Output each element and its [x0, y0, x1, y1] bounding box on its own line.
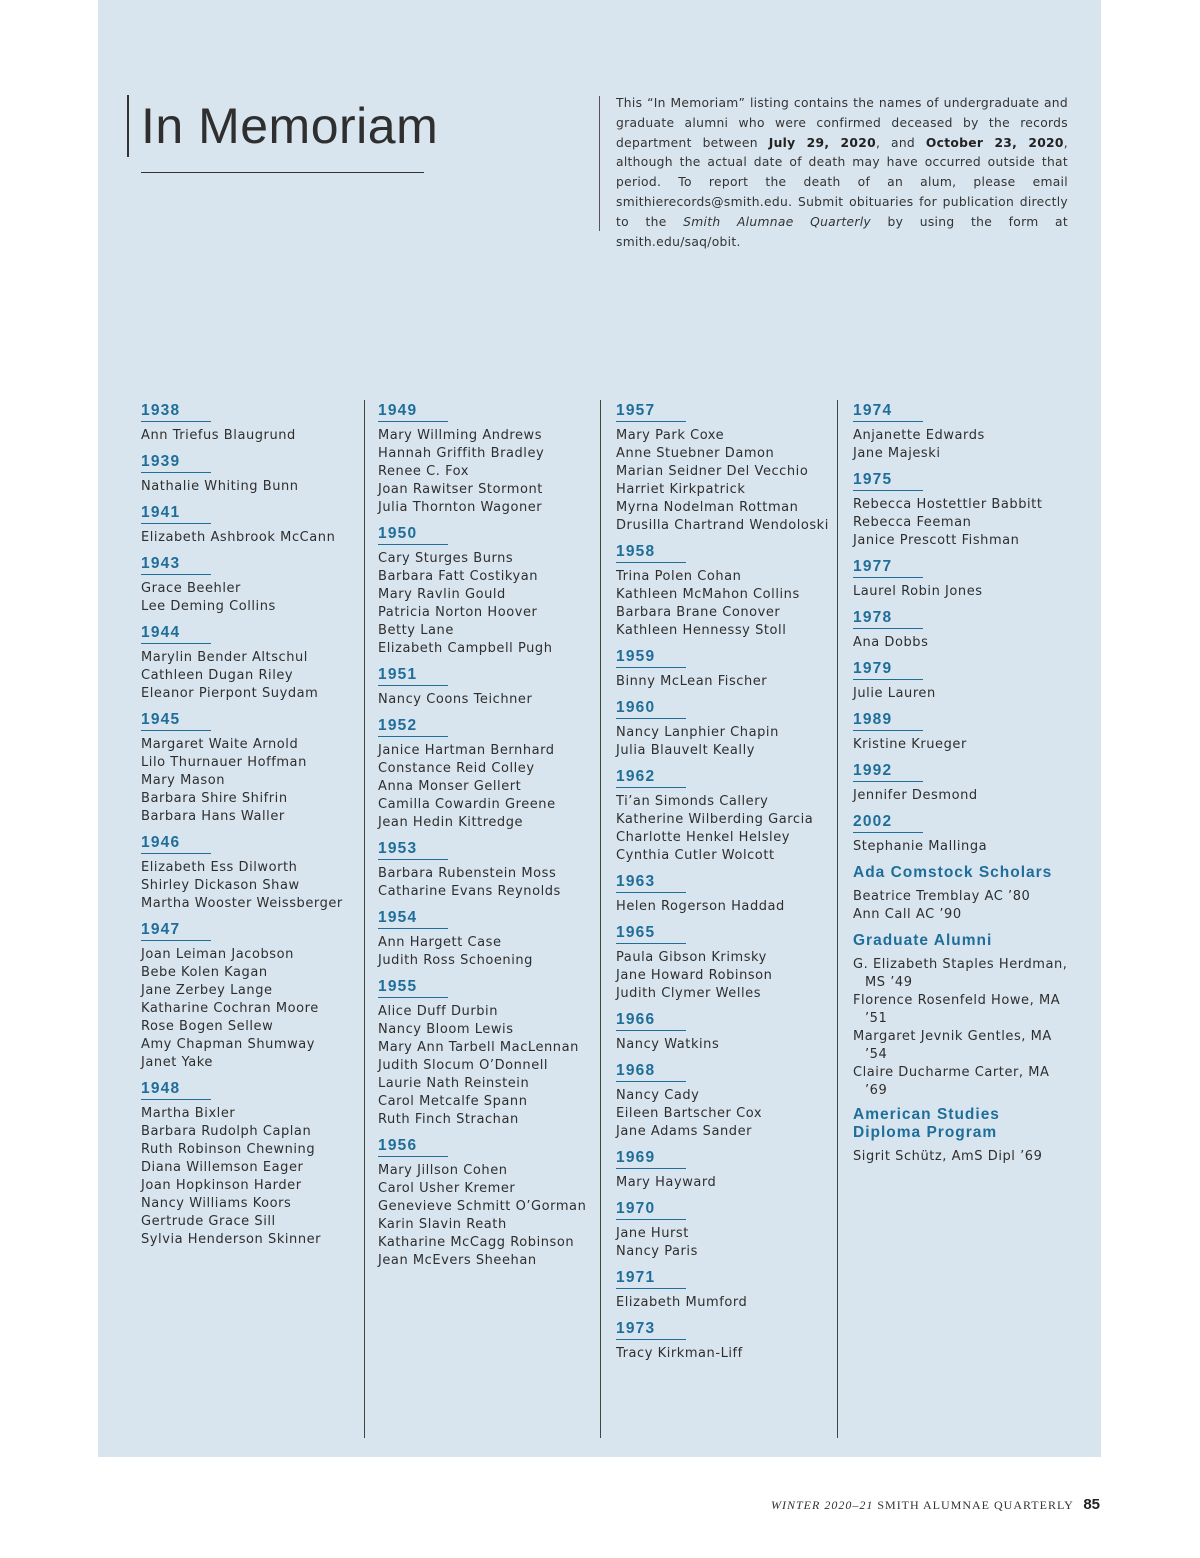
- class-section: [141, 919, 366, 1072]
- class-section: [616, 1147, 841, 1192]
- alum-name: Carol Usher Kremer: [378, 1181, 516, 1196]
- alum-name: Nancy Bloom Lewis: [378, 1022, 514, 1037]
- name-list: [616, 949, 841, 1003]
- alum-name: Patricia Norton Hoover: [378, 605, 538, 620]
- class-section: [141, 832, 366, 913]
- alum-name: Alice Duff Durbin: [378, 1004, 498, 1019]
- alum-name: Anne Stuebner Damon: [616, 446, 775, 461]
- class-year-heading: 1947: [141, 921, 211, 941]
- alum-name: Jane Adams Sander: [616, 1124, 753, 1139]
- class-year-heading: 1946: [141, 834, 211, 854]
- name-list: [853, 496, 1073, 550]
- alum-name: Shirley Dickason Shaw: [141, 878, 300, 893]
- class-section: [853, 930, 1073, 1100]
- class-year-heading: 1938: [141, 402, 211, 422]
- class-section: [853, 760, 1073, 805]
- alum-name: Nancy Paris: [616, 1244, 698, 1259]
- alum-name: Margaret Jevnik Gentles, MA ’54: [853, 1029, 1052, 1062]
- alum-name: Janice Hartman Bernhard: [378, 743, 555, 758]
- alum-name: Nancy Lanphier Chapin: [616, 725, 779, 740]
- alum-name: Julia Blauvelt Keally: [616, 743, 755, 758]
- class-year-heading: 1978: [853, 609, 923, 629]
- name-list: [378, 550, 603, 658]
- name-list: [616, 724, 841, 760]
- class-year-heading: 1959: [616, 648, 686, 668]
- alum-name: Marian Seidner Del Vecchio: [616, 464, 809, 479]
- alum-name: Jane Hurst: [616, 1226, 689, 1241]
- class-year-heading: 1968: [616, 1062, 686, 1082]
- class-year-heading: 1955: [378, 978, 448, 998]
- intro-text-4: by using the form at smith.edu/saq/obit.: [616, 214, 1068, 249]
- alum-name: Janet Yake: [141, 1055, 213, 1070]
- class-year-heading: 1948: [141, 1080, 211, 1100]
- alum-name: Laurie Nath Reinstein: [378, 1076, 530, 1091]
- alum-name: Nancy Coons Teichner: [378, 692, 533, 707]
- name-list: [141, 529, 366, 547]
- column-1: [141, 400, 366, 1255]
- alum-name: Rebecca Hostettler Babbitt: [853, 497, 1043, 512]
- alum-name: Joan Rawitser Stormont: [378, 482, 543, 497]
- name-list: [616, 568, 841, 640]
- alum-name: Jane Zerbey Lange: [141, 983, 273, 998]
- name-list: [616, 1087, 841, 1141]
- class-section: [616, 1009, 841, 1054]
- alum-name: Florence Rosenfeld Howe, MA ’51: [853, 993, 1061, 1026]
- alum-name: Tracy Kirkman-Liff: [616, 1346, 743, 1361]
- title-accent-bar: [127, 95, 129, 157]
- alum-name: Joan Hopkinson Harder: [141, 1178, 302, 1193]
- alum-name: Julia Thornton Wagoner: [378, 500, 543, 515]
- name-list: [141, 649, 366, 703]
- class-year-heading: 1943: [141, 555, 211, 575]
- name-list: [378, 934, 603, 970]
- name-list: [141, 946, 366, 1072]
- alum-name: Nancy Watkins: [616, 1037, 720, 1052]
- class-section: [616, 1060, 841, 1141]
- intro-publication: Smith Alumnae Quarterly: [683, 214, 871, 229]
- alum-name: Katharine Cochran Moore: [141, 1001, 319, 1016]
- column-rule-3: [837, 400, 838, 1438]
- class-section: [616, 400, 841, 535]
- name-list: [616, 898, 841, 916]
- class-section: [378, 400, 603, 517]
- name-list: [853, 787, 1073, 805]
- class-section: [616, 697, 841, 760]
- class-year-heading: 1941: [141, 504, 211, 524]
- class-year-heading: 1953: [378, 840, 448, 860]
- class-year-heading: 1950: [378, 525, 448, 545]
- class-section: [141, 553, 366, 616]
- intro-date-start: July 29, 2020: [768, 135, 876, 150]
- alum-name: Kathleen McMahon Collins: [616, 587, 800, 602]
- alum-name: Ann Call AC ’90: [853, 907, 962, 922]
- class-section: [616, 1318, 841, 1363]
- name-list: [378, 1003, 603, 1129]
- column-2: [378, 400, 603, 1276]
- alum-name: Carol Metcalfe Spann: [378, 1094, 528, 1109]
- class-year-heading: 1971: [616, 1269, 686, 1289]
- class-section: [141, 400, 366, 445]
- alum-name: Ruth Finch Strachan: [378, 1112, 519, 1127]
- alum-name: Amy Chapman Shumway: [141, 1037, 316, 1052]
- class-section: [141, 502, 366, 547]
- intro-paragraph: [616, 94, 1068, 252]
- alum-name: Julie Lauren: [853, 686, 936, 701]
- class-section: [853, 469, 1073, 550]
- alum-name: Elizabeth Mumford: [616, 1295, 748, 1310]
- name-list: [378, 865, 603, 901]
- page-number: 85: [1083, 1496, 1100, 1513]
- alum-name: Rose Bogen Sellew: [141, 1019, 274, 1034]
- name-list: [853, 838, 1073, 856]
- class-section: [378, 664, 603, 709]
- alum-name: Lilo Thurnauer Hoffman: [141, 755, 307, 770]
- class-section: [853, 556, 1073, 601]
- alum-name: Joan Leiman Jacobson: [141, 947, 294, 962]
- alum-name: Karin Slavin Reath: [378, 1217, 507, 1232]
- alum-name: Katharine McCagg Robinson: [378, 1235, 575, 1250]
- class-year-heading: 1952: [378, 717, 448, 737]
- name-list: [853, 634, 1073, 652]
- class-year-heading: 1979: [853, 660, 923, 680]
- class-year-heading: 1965: [616, 924, 686, 944]
- alum-name: Judith Slocum O’Donnell: [378, 1058, 549, 1073]
- intro-date-end: October 23, 2020: [925, 135, 1064, 150]
- alum-name: Cathleen Dugan Riley: [141, 668, 294, 683]
- class-year-heading: 1974: [853, 402, 923, 422]
- alum-name: Stephanie Mallinga: [853, 839, 988, 854]
- class-year-heading: 1954: [378, 909, 448, 929]
- alum-name: Mary Jillson Cohen: [378, 1163, 508, 1178]
- alum-name: Genevieve Schmitt O’Gorman: [378, 1199, 587, 1214]
- alum-name: Nancy Williams Koors: [141, 1196, 292, 1211]
- alum-name: Sigrit Schütz, AmS Dipl ’69: [853, 1149, 1043, 1164]
- name-list: [378, 427, 603, 517]
- alum-name: Martha Bixler: [141, 1106, 236, 1121]
- class-section: [141, 1078, 366, 1249]
- name-list: [853, 736, 1073, 754]
- column-rule-2: [600, 400, 601, 1438]
- class-section: [141, 622, 366, 703]
- class-year-heading: 1989: [853, 711, 923, 731]
- name-list: [141, 478, 366, 496]
- group-heading: Graduate Alumni: [853, 932, 993, 949]
- intro-text-3: , although the actual date of death may have occurred outside that period. To report the death of an alum, please email smithierecords@smith.edu. Submit obituaries for publication directly to the: [616, 135, 1068, 229]
- class-section: [616, 766, 841, 865]
- alum-name: Paula Gibson Krimsky: [616, 950, 767, 965]
- name-list: [141, 427, 366, 445]
- class-year-heading: 1962: [616, 768, 686, 788]
- alum-name: Elizabeth Ashbrook McCann: [141, 530, 336, 545]
- name-list: [616, 1225, 841, 1261]
- class-section: [141, 709, 366, 826]
- class-section: [616, 646, 841, 691]
- class-section: [616, 1198, 841, 1261]
- alum-name: Claire Ducharme Carter, MA ’69: [853, 1065, 1050, 1098]
- class-year-heading: 1970: [616, 1200, 686, 1220]
- class-section: [853, 811, 1073, 856]
- alum-name: Mary Hayward: [616, 1175, 717, 1190]
- page-footer: [771, 1496, 1100, 1513]
- alum-name: Mary Ann Tarbell MacLennan: [378, 1040, 579, 1055]
- column-rule-1: [364, 400, 365, 1438]
- alum-name: Marylin Bender Altschul: [141, 650, 308, 665]
- name-list: [141, 859, 366, 913]
- alum-name: Anjanette Edwards: [853, 428, 985, 443]
- alum-name: Sylvia Henderson Skinner: [141, 1232, 322, 1247]
- class-year-heading: 1969: [616, 1149, 686, 1169]
- name-list: [141, 1105, 366, 1249]
- class-year-heading: 1973: [616, 1320, 686, 1340]
- name-list: [616, 1345, 841, 1363]
- alum-name: Catharine Evans Reynolds: [378, 884, 561, 899]
- alum-name: Kathleen Hennessy Stoll: [616, 623, 787, 638]
- name-list: [141, 736, 366, 826]
- title-underline: [141, 172, 424, 173]
- alum-name: Gertrude Grace Sill: [141, 1214, 276, 1229]
- alum-name: Barbara Rubenstein Moss: [378, 866, 557, 881]
- alum-name: Renee C. Fox: [378, 464, 470, 479]
- name-list: [853, 956, 1073, 1100]
- class-year-heading: 2002: [853, 813, 923, 833]
- alum-name: Jean Hedin Kittredge: [378, 815, 524, 830]
- alum-name: Elizabeth Campbell Pugh: [378, 641, 553, 656]
- alum-name: Eileen Bartscher Cox: [616, 1106, 763, 1121]
- alum-name: Charlotte Henkel Helsley: [616, 830, 790, 845]
- group-heading: American Studies Diploma Program: [853, 1106, 1000, 1141]
- class-section: [853, 1106, 1073, 1166]
- alum-name: Janice Prescott Fishman: [853, 533, 1020, 548]
- alum-name: Jane Howard Robinson: [616, 968, 773, 983]
- alum-name: Jennifer Desmond: [853, 788, 978, 803]
- intro-text-2: , and: [875, 135, 926, 150]
- alum-name: Ann Hargett Case: [378, 935, 502, 950]
- alum-name: Jane Majeski: [853, 446, 941, 461]
- name-list: [853, 583, 1073, 601]
- alum-name: Rebecca Feeman: [853, 515, 972, 530]
- alum-name: Jean McEvers Sheehan: [378, 1253, 537, 1268]
- footer-season: WINTER 2020–21: [771, 1498, 874, 1512]
- class-year-heading: 1957: [616, 402, 686, 422]
- alum-name: Ana Dobbs: [853, 635, 929, 650]
- name-list: [616, 1036, 841, 1054]
- name-list: [378, 742, 603, 832]
- alum-name: Laurel Robin Jones: [853, 584, 983, 599]
- alum-name: Myrna Nodelman Rottman: [616, 500, 799, 515]
- class-year-heading: 1949: [378, 402, 448, 422]
- alum-name: Constance Reid Colley: [378, 761, 535, 776]
- class-section: [378, 838, 603, 901]
- class-year-heading: 1960: [616, 699, 686, 719]
- class-year-heading: 1966: [616, 1011, 686, 1031]
- class-year-heading: 1992: [853, 762, 923, 782]
- name-list: [853, 1148, 1073, 1166]
- name-list: [853, 427, 1073, 463]
- alum-name: Ti’an Simonds Callery: [616, 794, 769, 809]
- class-section: [853, 400, 1073, 463]
- class-section: [378, 715, 603, 832]
- alum-name: Drusilla Chartrand Wendoloski: [616, 518, 829, 533]
- class-section: [853, 709, 1073, 754]
- alum-name: Grace Beehler: [141, 581, 241, 596]
- class-section: [853, 862, 1073, 924]
- alum-name: Beatrice Tremblay AC ’80: [853, 889, 1031, 904]
- alum-name: Katherine Wilberding Garcia: [616, 812, 814, 827]
- alum-name: Judith Clymer Welles: [616, 986, 762, 1001]
- class-year-heading: 1951: [378, 666, 448, 686]
- alum-name: Barbara Rudolph Caplan: [141, 1124, 312, 1139]
- alum-name: Cynthia Cutler Wolcott: [616, 848, 775, 863]
- alum-name: Kristine Krueger: [853, 737, 967, 752]
- alum-name: Margaret Waite Arnold: [141, 737, 299, 752]
- class-year-heading: 1939: [141, 453, 211, 473]
- column-3: [616, 400, 841, 1369]
- class-section: [378, 1135, 603, 1270]
- class-year-heading: 1977: [853, 558, 923, 578]
- class-section: [616, 871, 841, 916]
- alum-name: Helen Rogerson Haddad: [616, 899, 785, 914]
- alum-name: Camilla Cowardin Greene: [378, 797, 556, 812]
- class-year-heading: 1956: [378, 1137, 448, 1157]
- intro-text-1: This “In Memoriam” listing contains the names of undergraduate and graduate alumni who were confirmed deceased by the records department between: [616, 96, 1068, 150]
- alum-name: Barbara Brane Conover: [616, 605, 781, 620]
- alum-name: Anna Monser Gellert: [378, 779, 522, 794]
- alum-name: Martha Wooster Weissberger: [141, 896, 343, 911]
- name-list: [853, 685, 1073, 703]
- class-year-heading: 1958: [616, 543, 686, 563]
- class-section: [141, 451, 366, 496]
- alum-name: Eleanor Pierpont Suydam: [141, 686, 319, 701]
- group-heading: Ada Comstock Scholars: [853, 864, 1053, 881]
- alum-name: Diana Willemson Eager: [141, 1160, 304, 1175]
- column-4: [853, 400, 1073, 1172]
- alum-name: Bebe Kolen Kagan: [141, 965, 268, 980]
- class-year-heading: 1944: [141, 624, 211, 644]
- name-list: [378, 1162, 603, 1270]
- name-list: [616, 1294, 841, 1312]
- alum-name: Trina Polen Cohan: [616, 569, 742, 584]
- class-section: [616, 1267, 841, 1312]
- alum-name: Hannah Griffith Bradley: [378, 446, 545, 461]
- alum-name: Binny McLean Fischer: [616, 674, 768, 689]
- alum-name: Barbara Shire Shifrin: [141, 791, 288, 806]
- class-section: [378, 907, 603, 970]
- alum-name: Barbara Hans Waller: [141, 809, 285, 824]
- class-year-heading: 1945: [141, 711, 211, 731]
- class-section: [853, 658, 1073, 703]
- intro-divider: [599, 96, 600, 231]
- alum-name: G. Elizabeth Staples Herdman, MS ’49: [853, 957, 1068, 990]
- class-section: [378, 976, 603, 1129]
- alum-name: Harriet Kirkpatrick: [616, 482, 746, 497]
- name-list: [616, 427, 841, 535]
- alum-name: Cary Sturges Burns: [378, 551, 514, 566]
- alum-name: Barbara Fatt Costikyan: [378, 569, 539, 584]
- name-list: [616, 793, 841, 865]
- page-title: In Memoriam: [141, 98, 439, 154]
- footer-publication: SMITH ALUMNAE QUARTERLY: [877, 1498, 1074, 1512]
- name-list: [853, 888, 1073, 924]
- name-list: [616, 673, 841, 691]
- alum-name: Mary Willming Andrews: [378, 428, 543, 443]
- alum-name: Ruth Robinson Chewning: [141, 1142, 316, 1157]
- alum-name: Elizabeth Ess Dilworth: [141, 860, 298, 875]
- alum-name: Ann Triefus Blaugrund: [141, 428, 296, 443]
- class-section: [378, 523, 603, 658]
- name-list: [378, 691, 603, 709]
- class-year-heading: 1975: [853, 471, 923, 491]
- name-list: [141, 580, 366, 616]
- alum-name: Lee Deming Collins: [141, 599, 276, 614]
- alum-name: Mary Ravlin Gould: [378, 587, 506, 602]
- alum-name: Nancy Cady: [616, 1088, 700, 1103]
- alum-name: Judith Ross Schoening: [378, 953, 533, 968]
- class-section: [616, 922, 841, 1003]
- class-section: [616, 541, 841, 640]
- name-list: [616, 1174, 841, 1192]
- alum-name: Mary Park Coxe: [616, 428, 725, 443]
- alum-name: Nathalie Whiting Bunn: [141, 479, 299, 494]
- alum-name: Mary Mason: [141, 773, 226, 788]
- class-section: [853, 607, 1073, 652]
- alum-name: Betty Lane: [378, 623, 454, 638]
- class-year-heading: 1963: [616, 873, 686, 893]
